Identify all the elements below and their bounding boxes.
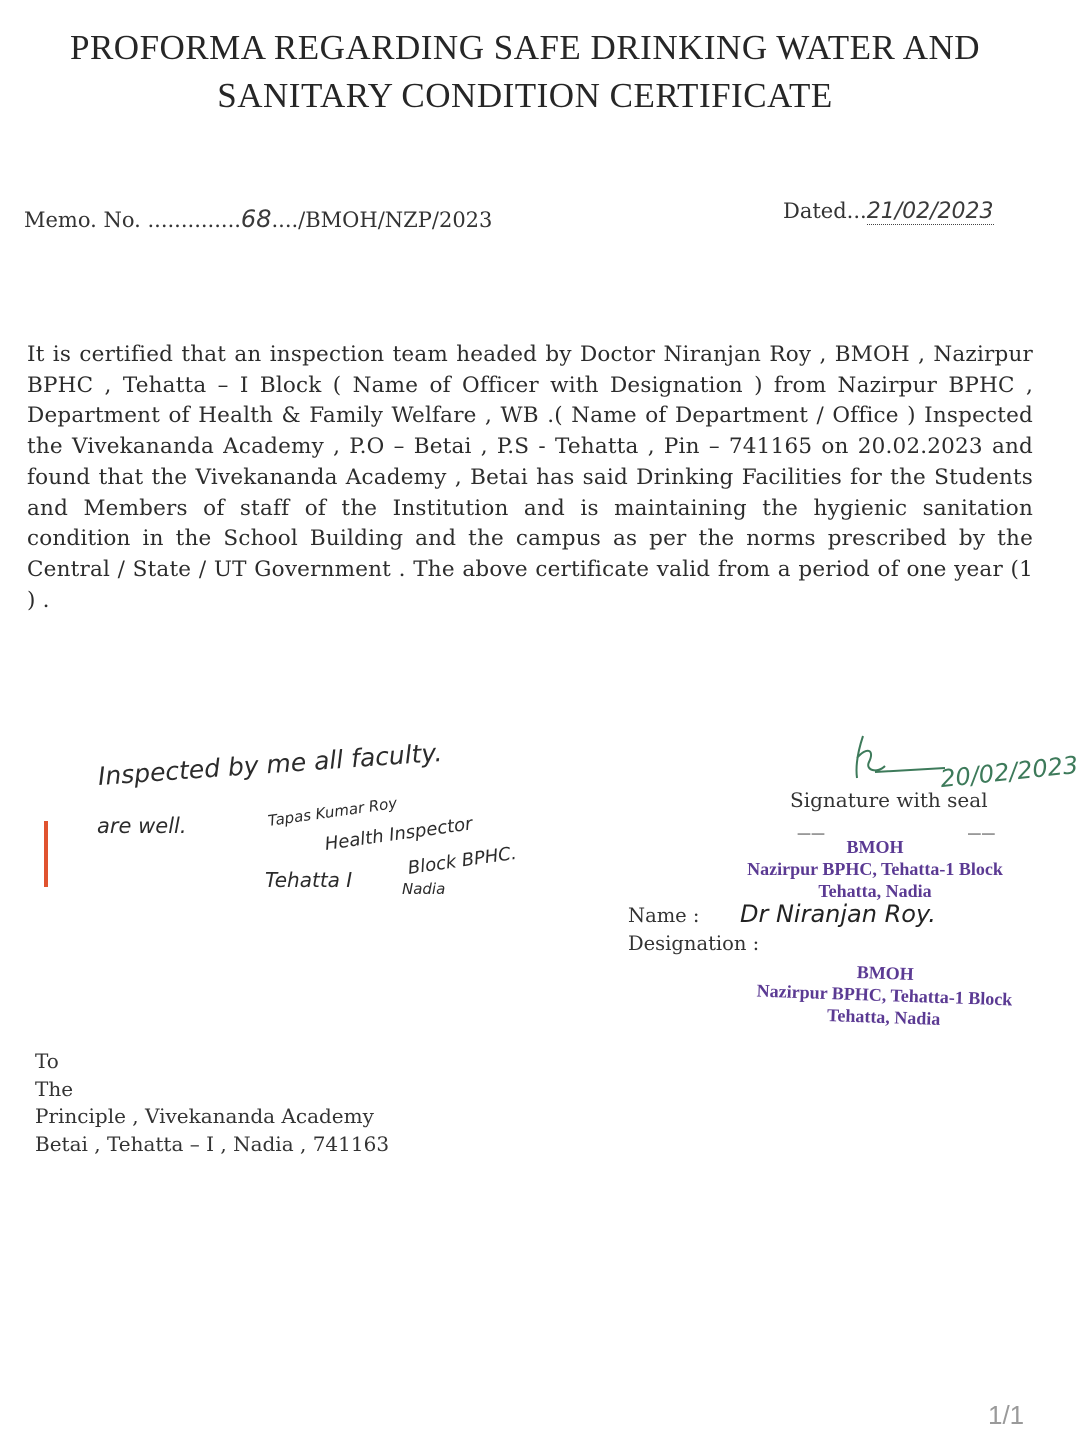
inspector-place: Tehatta I [265,868,353,892]
addressee-the: The [35,1076,74,1101]
officer-name-handwritten: Dr Niranjan Roy. [740,900,936,928]
memo-number-handwritten: 68 [240,205,272,233]
title-line-1: PROFORMA REGARDING SAFE DRINKING WATER AND [69,28,981,67]
page-indicator: 1/1 [988,1400,1025,1430]
official-seal-bottom [751,957,1018,1032]
seal-divider: —— —— [797,826,996,842]
designation-label: Designation : [628,932,760,955]
name-label: Name : [628,904,700,927]
memo-label: Memo. No. .............. [24,208,241,232]
addressee-to: To [35,1049,59,1073]
seal-top-place: Tehatta, Nadia [818,881,932,901]
handwritten-note-line1: Inspected by me all faculty. [96,737,444,791]
title-line-2: SANITARY CONDITION CERTIFICATE [217,76,833,115]
officer-signature-scribble [845,728,955,788]
seal-bottom-place: Tehatta, Nadia [826,1005,941,1029]
addressee-block [35,1048,389,1158]
inspector-title: Health Inspector [323,813,474,855]
handwritten-note-line2: are well. [97,814,187,838]
inspector-district: Nadia [402,880,446,898]
memo-suffix: ..../BMOH/NZP/2023 [271,208,493,232]
signature-date-handwritten: 20/02/2023 [938,750,1080,794]
signature-label: Signature with seal [790,788,988,812]
official-seal-top [745,836,1005,902]
inspector-office: Block BPHC. [406,842,518,879]
seal-top-title: BMOH [846,837,904,857]
seal-bottom-office: Nazirpur BPHC, Tehatta-1 Block [756,980,1013,1010]
margin-mark [44,821,48,887]
dated-value-handwritten: 21/02/2023 [866,199,994,224]
dated-label: Dated... [783,199,867,223]
certificate-body: It is certified that an inspection team headed by Doctor Niranjan Roy , BMOH , Nazirpur BPHC , Tehatta – I Block ( Name of Officer with Designation ) from Nazirpur BPHC , Department of Health & Family Welfare , WB .( Name of Department / Office ) Inspected the Vivekananda Academy , P.O – Betai , P.S - Tehatta , Pin – 741165 on 20.02.2023 and found that the Vivekananda Academy , Betai has said Drinking Facilities for the Students and Members of staff of the Institution and is maintaining the hygienic sanitation condition in the School Building and the campus as per the norms prescribed by the Central / State / UT Government . The above certificate valid from a period of one year (1 ) . [27,342,1033,613]
addressee-address: Betai , Tehatta – I , Nadia , 741163 [35,1131,390,1156]
date-field [783,199,994,224]
seal-top-office: Nazirpur BPHC, Tehatta-1 Block [747,859,1003,879]
inspector-signature: Tapas Kumar Roy [266,793,399,830]
seal-bottom-title: BMOH [856,962,915,985]
memo-number [24,205,492,233]
addressee-recipient: Principle , Vivekananda Academy [35,1104,374,1128]
